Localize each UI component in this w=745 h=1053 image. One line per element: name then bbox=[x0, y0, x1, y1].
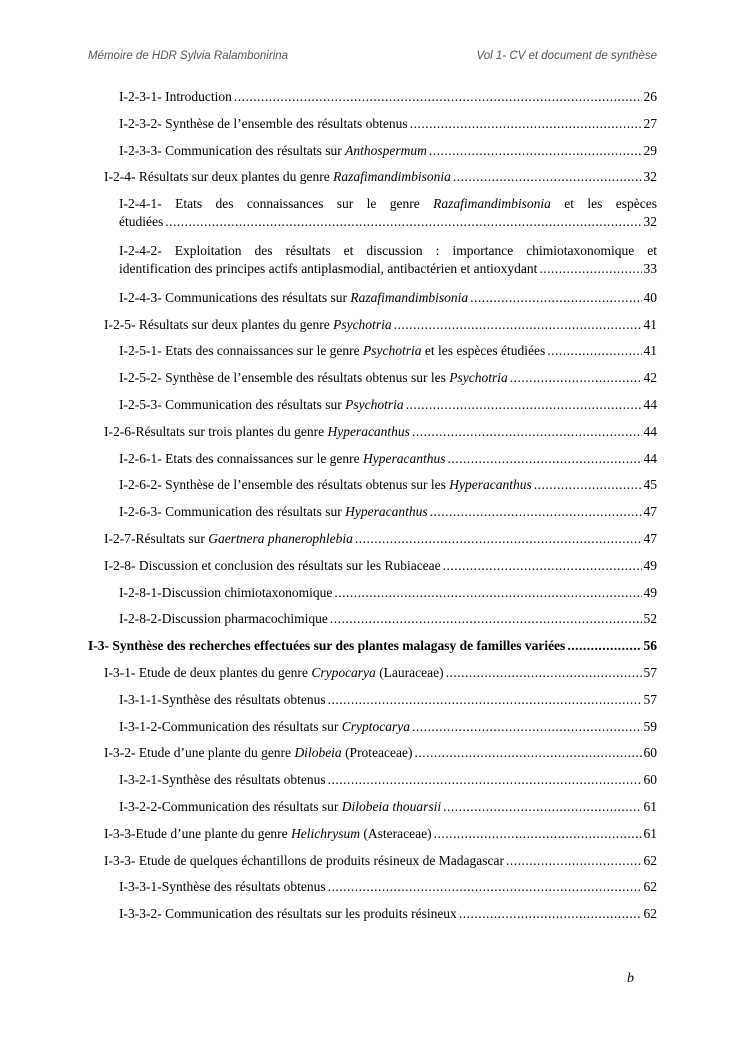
toc-page-number: 27 bbox=[643, 115, 657, 131]
running-header bbox=[88, 50, 657, 68]
toc-entry-italic-text: Hyperacanthus bbox=[449, 477, 532, 493]
toc-entry-text-part: I-3-1- Etude de deux plantes du genre bbox=[104, 665, 312, 680]
toc-entry[interactable] bbox=[88, 798, 657, 816]
toc-page-number: 42 bbox=[643, 370, 657, 386]
dot-leader bbox=[446, 664, 642, 682]
toc-page-number: 59 bbox=[643, 718, 657, 734]
toc-entry-text-part: I-2-4- Résultats sur deux plantes du genre bbox=[104, 169, 334, 185]
toc-entry-italic-text: Helichrysum bbox=[291, 825, 361, 841]
toc-page-number: 62 bbox=[643, 852, 657, 868]
dot-leader bbox=[470, 289, 641, 307]
toc-entry-title bbox=[119, 718, 410, 736]
toc-entry-text-part: I-2-8- Discussion et conclusion des résultats sur les Rubiaceae bbox=[104, 557, 441, 573]
toc-entry-title bbox=[119, 88, 232, 106]
dot-leader bbox=[412, 423, 642, 441]
toc-entry-italic-text: Crypocarya bbox=[311, 665, 376, 680]
toc-entry[interactable] bbox=[88, 557, 657, 575]
toc-entry-italic-text: Hyperacanthus bbox=[363, 450, 446, 466]
toc-entry-italic-text: Dilobeia thouarsii bbox=[341, 799, 442, 814]
toc-entry-text-part: I-2-6-3- Communication des résultats sur bbox=[119, 504, 346, 520]
toc-page-number: 57 bbox=[643, 691, 657, 707]
toc-entry-first-line bbox=[119, 195, 657, 213]
dot-leader bbox=[434, 825, 642, 843]
toc-entry-text-part: I-2-5-3- Communication des résultats sur bbox=[119, 397, 346, 412]
toc-page-number: 26 bbox=[643, 89, 657, 104]
toc-page-number: 41 bbox=[643, 316, 657, 332]
toc-page-number: 52 bbox=[643, 611, 657, 627]
toc-page-number: 49 bbox=[643, 584, 657, 600]
toc-entry-text-part: I-3-2- Etude d’une plante du genre bbox=[104, 745, 295, 761]
toc-entry-title bbox=[104, 664, 444, 682]
toc-entry-title bbox=[119, 396, 404, 414]
toc-entry[interactable] bbox=[88, 369, 657, 387]
toc-entry-text-part: I-3-2-2-Communication des résultats sur bbox=[119, 799, 342, 814]
toc-entry-title bbox=[88, 637, 565, 655]
dot-leader bbox=[165, 213, 641, 231]
toc-page-number: 29 bbox=[643, 142, 657, 158]
toc-entry-title bbox=[104, 744, 413, 762]
toc-entry-title bbox=[119, 476, 532, 494]
toc-entry-italic-text: Anthospermum bbox=[345, 142, 427, 158]
toc-entry-text-part: I-2-5-2- Synthèse de l’ensemble des résultats obtenus sur les bbox=[119, 370, 450, 386]
dot-leader bbox=[567, 637, 641, 655]
toc-entry[interactable] bbox=[88, 396, 657, 414]
toc-page-number: 56 bbox=[643, 638, 657, 654]
toc-entry-title bbox=[119, 342, 545, 360]
toc-entry-italic-text: Razafimandimbisonia bbox=[433, 196, 551, 212]
dot-leader bbox=[448, 450, 642, 468]
dot-leader bbox=[355, 530, 642, 548]
toc-entry[interactable] bbox=[88, 530, 657, 548]
toc-entry-title bbox=[104, 557, 441, 575]
toc-entry[interactable] bbox=[88, 718, 657, 736]
toc-entry-italic-text: Razafimandimbisonia bbox=[333, 169, 451, 185]
toc-entry-title bbox=[119, 450, 446, 468]
toc-page-number: 61 bbox=[643, 799, 657, 814]
toc-entry-text-part: (Asteraceae) bbox=[360, 825, 432, 841]
toc-page-number: 60 bbox=[643, 772, 657, 788]
toc-entry[interactable] bbox=[88, 195, 657, 231]
toc-entry-title bbox=[119, 260, 537, 278]
toc-entry-italic-text: Hyperacanthus bbox=[327, 423, 410, 439]
toc-entry-text-part: I-2-3-1- Introduction bbox=[119, 89, 232, 104]
toc-entry-title bbox=[104, 852, 504, 870]
toc-entry-text-part: I-2-4-1- Etats des connaissances sur le genre bbox=[119, 196, 434, 212]
toc-entry-title bbox=[104, 530, 353, 548]
toc-entry-first-line bbox=[119, 242, 657, 260]
toc-page-number: 41 bbox=[643, 343, 657, 359]
toc-entry-italic-text: Hyperacanthus bbox=[345, 504, 428, 520]
toc-entry[interactable] bbox=[88, 691, 657, 709]
toc-entry-text-part: I-2-3-2- Synthèse de l’ensemble des résultats obtenus bbox=[119, 115, 408, 131]
toc-entry-text-part: I-2-4-2- Exploitation des résultats et discussion : importance chimiotaxonomique et bbox=[119, 243, 657, 258]
toc-entry-text-part: et les espèces étudiées bbox=[421, 343, 546, 359]
toc-entry-second-line bbox=[119, 260, 657, 278]
toc-entry[interactable] bbox=[88, 610, 657, 628]
toc-entry-text-part: I-2-5- Résultats sur deux plantes du genre bbox=[104, 316, 334, 332]
dot-leader bbox=[506, 852, 642, 870]
toc-page-number: 62 bbox=[643, 906, 657, 922]
toc-page-number: 40 bbox=[643, 289, 657, 305]
toc-entry[interactable] bbox=[88, 771, 657, 789]
toc-entry-text-part: (Proteaceae) bbox=[341, 745, 413, 761]
toc-page-number: 57 bbox=[643, 665, 657, 680]
dot-leader bbox=[547, 342, 641, 360]
dot-leader bbox=[453, 168, 642, 186]
toc-entry-title bbox=[104, 423, 410, 441]
toc-entry-text-part: I-3-3-Etude d’une plante du genre bbox=[104, 825, 292, 841]
toc-entry-title bbox=[119, 691, 326, 709]
toc-entry-italic-text: Psychotria bbox=[449, 370, 508, 386]
toc-entry-text-part: I-2-5-1- Etats des connaissances sur le genre bbox=[119, 343, 364, 359]
toc-entry-text-part: I-3-1-2-Communication des résultats sur bbox=[119, 718, 342, 734]
toc-page-number: 33 bbox=[643, 261, 657, 276]
dot-leader bbox=[328, 691, 642, 709]
toc-entry-title bbox=[119, 798, 441, 816]
toc-entry-text-part: étudiées bbox=[119, 214, 164, 230]
dot-leader bbox=[328, 878, 642, 896]
toc-page-number: 47 bbox=[643, 531, 657, 546]
dot-leader bbox=[443, 798, 641, 816]
toc-entry-italic-text: Gaertnera phanerophlebia bbox=[208, 531, 353, 546]
toc-entry-text-part: I-2-3-3- Communication des résultats sur bbox=[119, 142, 346, 158]
toc-page-number: 47 bbox=[643, 504, 657, 520]
dot-leader bbox=[415, 744, 642, 762]
toc-entry-italic-text: Razafimandimbisonia bbox=[350, 289, 469, 305]
toc-entry-title bbox=[119, 610, 328, 628]
toc-entry-italic-text: Psychotria bbox=[333, 316, 392, 332]
toc-entry[interactable] bbox=[88, 88, 657, 106]
toc-entry-title bbox=[104, 316, 392, 334]
toc-entry-text-part: I-3-3- Etude de quelques échantillons de produits résineux de Madagascar bbox=[104, 852, 504, 868]
toc-entry-title bbox=[104, 825, 432, 843]
toc-entry-text-part: I-2-7-Résultats sur bbox=[104, 531, 209, 546]
toc-entry[interactable] bbox=[88, 115, 657, 133]
toc-entry-text-part: I-2-8-1-Discussion chimiotaxonomique bbox=[119, 584, 333, 600]
dot-leader bbox=[394, 316, 642, 334]
dot-leader bbox=[534, 476, 642, 494]
toc-entry-text-part: identification des principes actifs antiplasmodial, antibactérien et antioxydant bbox=[119, 261, 538, 276]
toc-entry[interactable] bbox=[88, 878, 657, 896]
toc-page-number: 60 bbox=[643, 745, 657, 761]
toc-page-number: 49 bbox=[643, 557, 657, 573]
toc-entry-title bbox=[119, 905, 457, 923]
toc-entry[interactable] bbox=[88, 316, 657, 334]
dot-leader bbox=[406, 396, 642, 414]
toc-entry-italic-text: Psychotria bbox=[345, 397, 404, 412]
dot-leader bbox=[412, 718, 642, 736]
toc-entry[interactable] bbox=[88, 664, 657, 682]
toc-page-number: 45 bbox=[643, 477, 657, 493]
toc-entry-title bbox=[119, 503, 428, 521]
header-volume: Vol 1- CV et document de synthèse bbox=[476, 50, 657, 62]
toc-entry-text-part: I-2-6-1- Etats des connaissances sur le genre bbox=[119, 450, 364, 466]
toc-entry-text-part: I-3-1-1-Synthèse des résultats obtenus bbox=[119, 691, 326, 707]
toc-page-number: 44 bbox=[643, 397, 657, 412]
toc-entry-title bbox=[119, 771, 326, 789]
toc-entry-title bbox=[119, 142, 427, 160]
dot-leader bbox=[443, 557, 642, 575]
toc-entry[interactable] bbox=[88, 503, 657, 521]
toc-entry-text-part: I-3-3-1-Synthèse des résultats obtenus bbox=[119, 879, 326, 895]
dot-leader bbox=[234, 88, 642, 106]
dot-leader bbox=[539, 260, 641, 278]
dot-leader bbox=[429, 142, 642, 160]
toc-entry-text-part: I-3-3-2- Communication des résultats sur les produits résineux bbox=[119, 906, 457, 922]
toc-entry[interactable] bbox=[88, 637, 657, 655]
toc-entry[interactable] bbox=[88, 242, 657, 278]
toc-entry[interactable] bbox=[88, 423, 657, 441]
toc-entry-text-part: I-2-6-Résultats sur trois plantes du genre bbox=[104, 423, 328, 439]
toc-entry-italic-text: Psychotria bbox=[363, 343, 422, 359]
toc-entry-italic-text: Cryptocarya bbox=[341, 718, 410, 734]
dot-leader bbox=[459, 905, 642, 923]
dot-leader bbox=[510, 369, 642, 387]
toc-entry[interactable] bbox=[88, 450, 657, 468]
toc-page-number: 44 bbox=[643, 450, 657, 466]
toc-page-number: 32 bbox=[643, 214, 657, 230]
toc-page-number: 44 bbox=[643, 423, 657, 439]
toc-entry-title bbox=[119, 115, 408, 133]
toc-entry-title bbox=[104, 168, 451, 186]
toc-entry-second-line bbox=[119, 213, 657, 231]
toc-entry-text-part: I-2-4-3- Communications des résultats sur bbox=[119, 289, 351, 305]
toc-entry-title bbox=[119, 213, 163, 231]
toc-entry-text-part: (Lauraceae) bbox=[375, 665, 444, 680]
dot-leader bbox=[410, 115, 642, 133]
toc-entry-text-part: et les espèces bbox=[550, 196, 657, 212]
toc-page-number: 62 bbox=[643, 879, 657, 895]
toc-entry-title bbox=[119, 878, 326, 896]
toc-entry[interactable] bbox=[88, 905, 657, 923]
toc-entry[interactable] bbox=[88, 825, 657, 843]
toc-entry-title bbox=[119, 289, 468, 307]
toc-entry[interactable] bbox=[88, 168, 657, 186]
toc-entry[interactable] bbox=[88, 852, 657, 870]
toc-entry[interactable] bbox=[88, 289, 657, 307]
toc-entry[interactable] bbox=[88, 476, 657, 494]
toc-entry[interactable] bbox=[88, 584, 657, 602]
dot-leader bbox=[430, 503, 642, 521]
toc-entry[interactable] bbox=[88, 744, 657, 762]
toc-page-number: 32 bbox=[643, 169, 657, 185]
toc-entry-italic-text: Dilobeia bbox=[294, 745, 342, 761]
header-author: Mémoire de HDR Sylvia Ralambonirina bbox=[88, 50, 289, 62]
toc-entry-text-part: I-2-6-2- Synthèse de l’ensemble des résultats obtenus sur les bbox=[119, 477, 450, 493]
toc-entry-text-part: I-3- Synthèse des recherches effectuées sur des plantes malagasy de familles variées bbox=[88, 638, 566, 654]
toc-entry[interactable] bbox=[88, 342, 657, 360]
dot-leader bbox=[328, 771, 642, 789]
toc-entry-title bbox=[119, 369, 508, 387]
page-number: b bbox=[627, 971, 634, 986]
toc-entry[interactable] bbox=[88, 142, 657, 160]
toc-entry-text-part: I-2-8-2-Discussion pharmacochimique bbox=[119, 611, 328, 627]
toc-entry-text-part: I-3-2-1-Synthèse des résultats obtenus bbox=[119, 772, 326, 788]
toc-page-number: 61 bbox=[643, 825, 657, 841]
dot-leader bbox=[334, 584, 641, 602]
toc-entry-title bbox=[119, 584, 332, 602]
dot-leader bbox=[330, 610, 642, 628]
